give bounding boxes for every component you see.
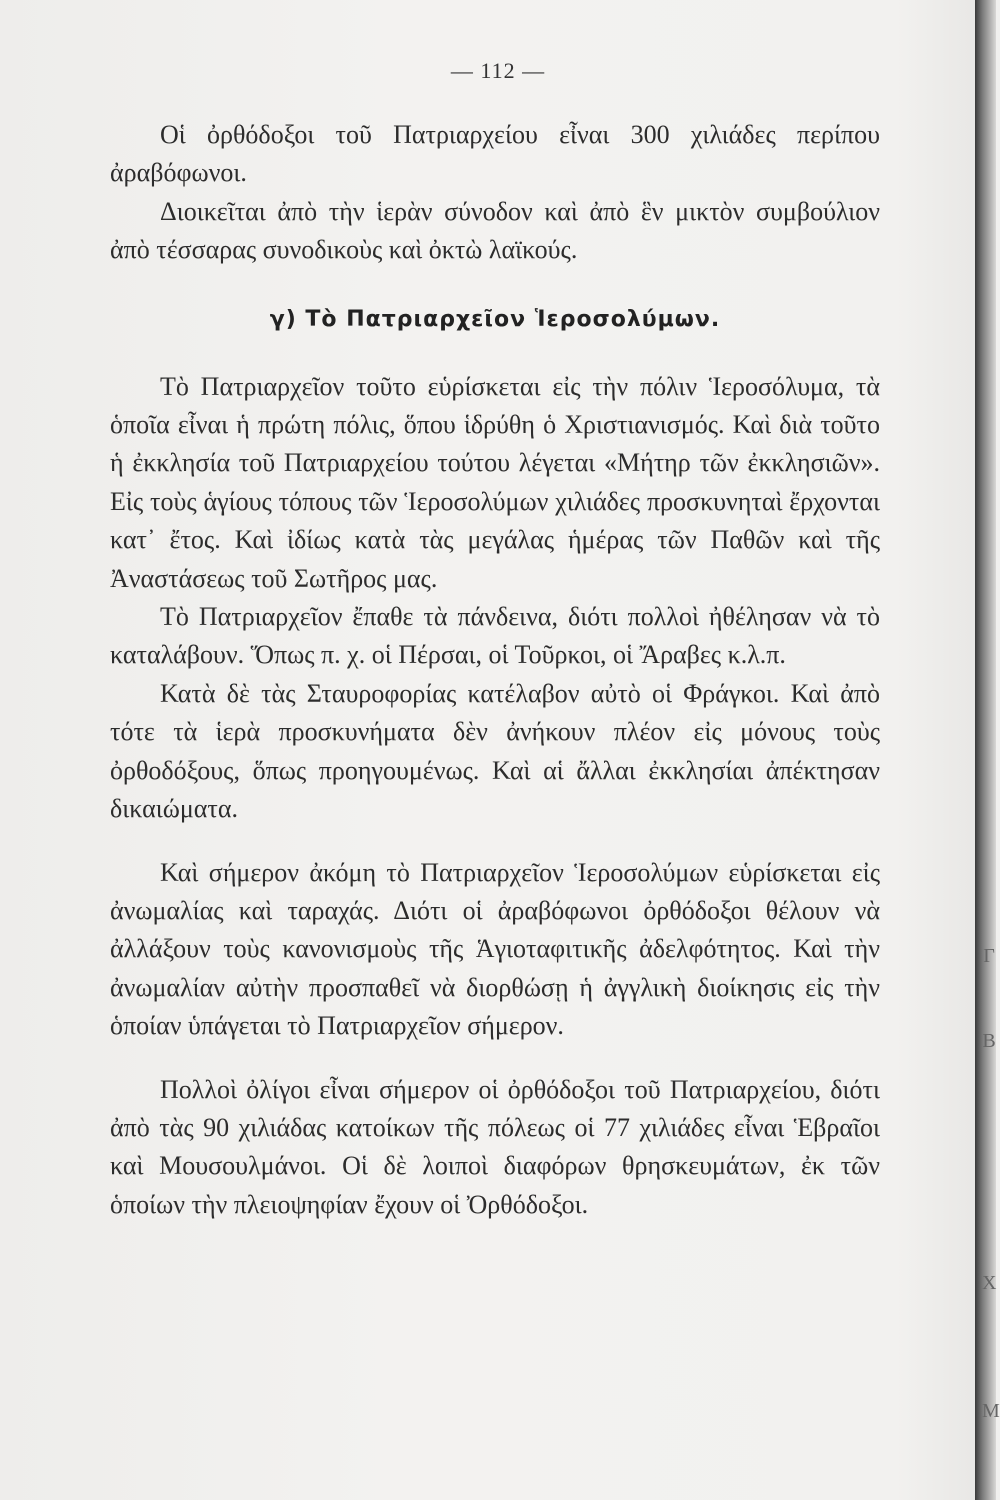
page-number: — 112 — xyxy=(450,58,546,83)
section-heading: γ) Τὸ Πατριαρχεῖον Ἱεροσολύμων. xyxy=(269,306,721,332)
paragraph: Κατὰ δὲ τὰς Σταυροφορίας κατέλαβον αὐτὸ οἱ Φράγκοι. Καὶ ἀπὸ τότε τὰ ἱερὰ προσκυνήματα δὲν ἀνήκουν πλέον εἰς μόνους τοὺς ὀρθοδόξους, ὅπως προηγουμένως. Καὶ αἱ ἄλλαι ἐκκλησίαι ἀπέκτησαν δικαιώματα. xyxy=(110,678,880,824)
paragraph: Διοικεῖται ἀπὸ τὴν ἱερὰν σύνοδον καὶ ἀπὸ ἓν μικτὸν συμβούλιον ἀπὸ τέσσαρας συνοδικοὺς καὶ ὀκτὼ λαϊκούς. xyxy=(110,196,880,265)
bleed-letter: Χ xyxy=(982,1272,997,1294)
paragraph: Καὶ σήμερον ἀκόμη τὸ Πατριαρχεῖον Ἱεροσολύμων εὑρίσκεται εἰς ἀνωμαλίας καὶ ταραχάς. Διότι οἱ ἀραβόφωνοι ὀρθόδοξοι θέλουν νὰ ἀλλάξουν τοὺς κανονισμοὺς τῆς Ἁγιοταφιτικῆς ἀδελφότητος. Καὶ τὴν ἀνωμαλίαν αὐτὴν προσπαθεῖ νὰ διορθώσῃ ἡ ἀγγλικὴ διοίκησις εἰς τὴν ὁποίαν ὑπάγεται τὸ Πατριαρχεῖον σήμερον. xyxy=(110,857,880,1041)
paragraph: Πολλοὶ ὀλίγοι εἶναι σήμερον οἱ ὀρθόδοξοι τοῦ Πατριαρχείου, διότι ἀπὸ τὰς 90 χιλιάδας κατοίκων τῆς πόλεως οἱ 77 χιλιάδες εἶναι Ἑβραῖοι καὶ Μουσουλμάνοι. Οἱ δὲ λοιποὶ διαφόρων θρησκευμάτων, ἐκ τῶν ὁποίων τὴν πλειοψηφίαν ἔχουν οἱ Ὀρθόδοξοι. xyxy=(110,1074,880,1219)
page-body xyxy=(110,116,880,1224)
bleed-letter: Γ xyxy=(983,945,995,967)
bleed-letter: Μ xyxy=(982,1400,1000,1422)
paragraph: Τὸ Πατριαρχεῖον ἔπαθε τὰ πάνδεινα, διότι πολλοὶ ἠθέλησαν νὰ τὸ καταλάβουν. Ὅπως π. χ. οἱ Πέρσαι, οἱ Τοῦρκοι, οἱ Ἄραβες κ.λ.π. xyxy=(110,602,880,670)
paragraph: Οἱ ὀρθόδοξοι τοῦ Πατριαρχείου εἶναι 300 χιλιάδες περίπου ἀραβόφωνοι. xyxy=(110,120,880,188)
bleed-letter: Β xyxy=(982,1030,996,1052)
paragraph: Τὸ Πατριαρχεῖον τοῦτο εὑρίσκεται εἰς τὴν πόλιν Ἱεροσόλυμα, τὰ ὁποῖα εἶναι ἡ πρώτη πόλις, ὅπου ἱδρύθη ὁ Χριστιανισμός. Καὶ διὰ τοῦτο ἡ ἐκκλησία τοῦ Πατριαρχείου τούτου λέγεται «Μήτηρ τῶν ἐκκλησιῶν». Εἰς τοὺς ἁγίους τόπους τῶν Ἱεροσολύμων χιλιάδες προσκυνηταὶ ἔρχονται κατ᾽ ἔτος. Καὶ ἰδίως κατὰ τὰς μεγάλας ἡμέρας τῶν Παθῶν καὶ τῆς Ἀναστάσεως τοῦ Σωτῆρος μας. xyxy=(110,371,880,593)
